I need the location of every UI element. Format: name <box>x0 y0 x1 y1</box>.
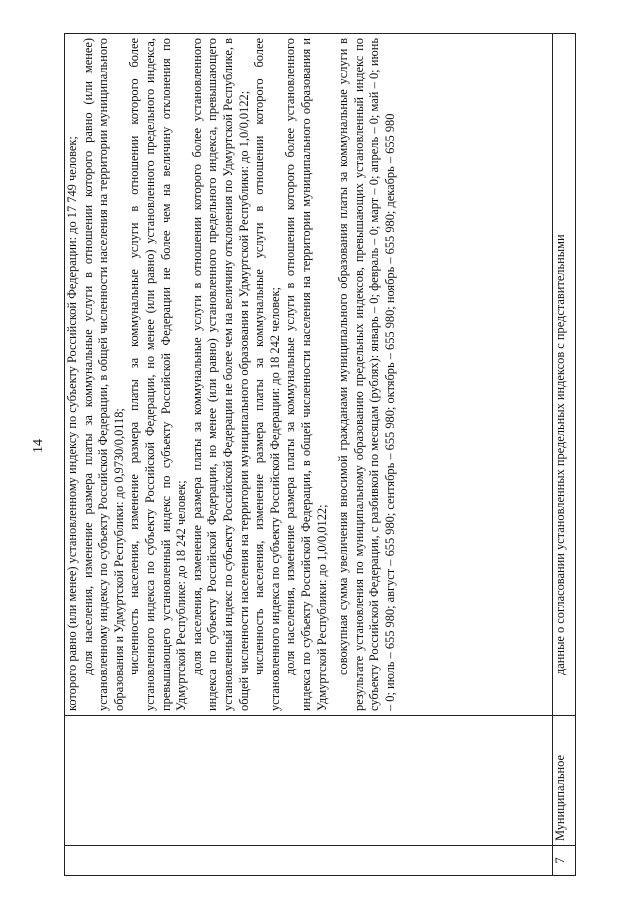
paragraph-share-equal: доля населения, изменение размера платы за коммунальные услуги в отношении которого равно (или менее) установленному индексу по субъекту Российской Федерации, в общей численности населения на территории муниципального образования и Удмуртской Республики: до 0,9730/0,0118; <box>80 38 126 711</box>
paragraph-population-equal: которого равно (или менее) установленному индексу по субъекту Российской Федерации: до 17 749 человек; <box>65 136 79 711</box>
page-number: 14 <box>31 439 46 453</box>
document-table <box>64 33 576 876</box>
row-name: Муниципальное <box>553 716 576 846</box>
row-number-cell <box>65 846 553 876</box>
paragraph-population-above: численность населения, изменение размера платы за коммунальные услуги в отношении которого более установленного индекса по субъекту Российской Федерации: до 18 242 человек; <box>252 38 282 711</box>
paragraph-share-within-deviation: доля населения, изменение размера платы за коммунальные услуги в отношении которого более установленного индекса по субъекту Российской Федерации, но менее (или равно) установленного предельного индекса, превышающего установленный индекс по субъекту Российской Федерации не более чем на величину отклонения по Удмуртской Республике, в общей численности населения на территории муниципального образования и Удмуртской Республики: до 1,0/0,0122; <box>189 38 251 711</box>
paragraph-population-within-deviation: численность населения, изменение размера платы за коммунальные услуги в отношении которого более установленного индекса по субъекту Российской Федерации, но менее (или равно) установленного предельного индекса, превышающего установленный индекс по субъекту Российской Федерации не более чем на величину отклонения по Удмуртской Республике: до 18 242 человек; <box>127 38 189 711</box>
row-number: 7 <box>553 846 576 876</box>
paragraph-share-above: доля населения, изменение размера платы за коммунальные услуги в отношении которого более установленного индекса по субъекту Российской Федерации, в общей численности населения на территории муниципального образования и Удмуртской Республики: до 1,0/0,0122; <box>283 38 329 711</box>
row-name-cell <box>65 716 553 846</box>
table-row <box>553 34 576 876</box>
row-description: данные о согласовании установленных предельных индексов с представительными <box>553 34 576 716</box>
row-description-cell <box>65 34 553 716</box>
table-row <box>65 34 553 876</box>
paragraph-monthly-sum: совокупная сумма увеличения вносимой гражданами муниципального образования платы за коммунальные услуги в результате установления по муниципальному образованию предельных индексов, превышающих установленный индекс по субъекту Российской Федерации, с разбивкой по месяцам (рублях): январь – 0; февраль – 0; март – 0; апрель – 0; май – 0; июнь – 0; июль – 655 980; август – 655 980; сентябрь – 655 980; октябрь – 655 980; ноябрь – 655 980; декабрь – 655 980 <box>336 38 397 711</box>
rotated-page-content <box>64 33 575 876</box>
